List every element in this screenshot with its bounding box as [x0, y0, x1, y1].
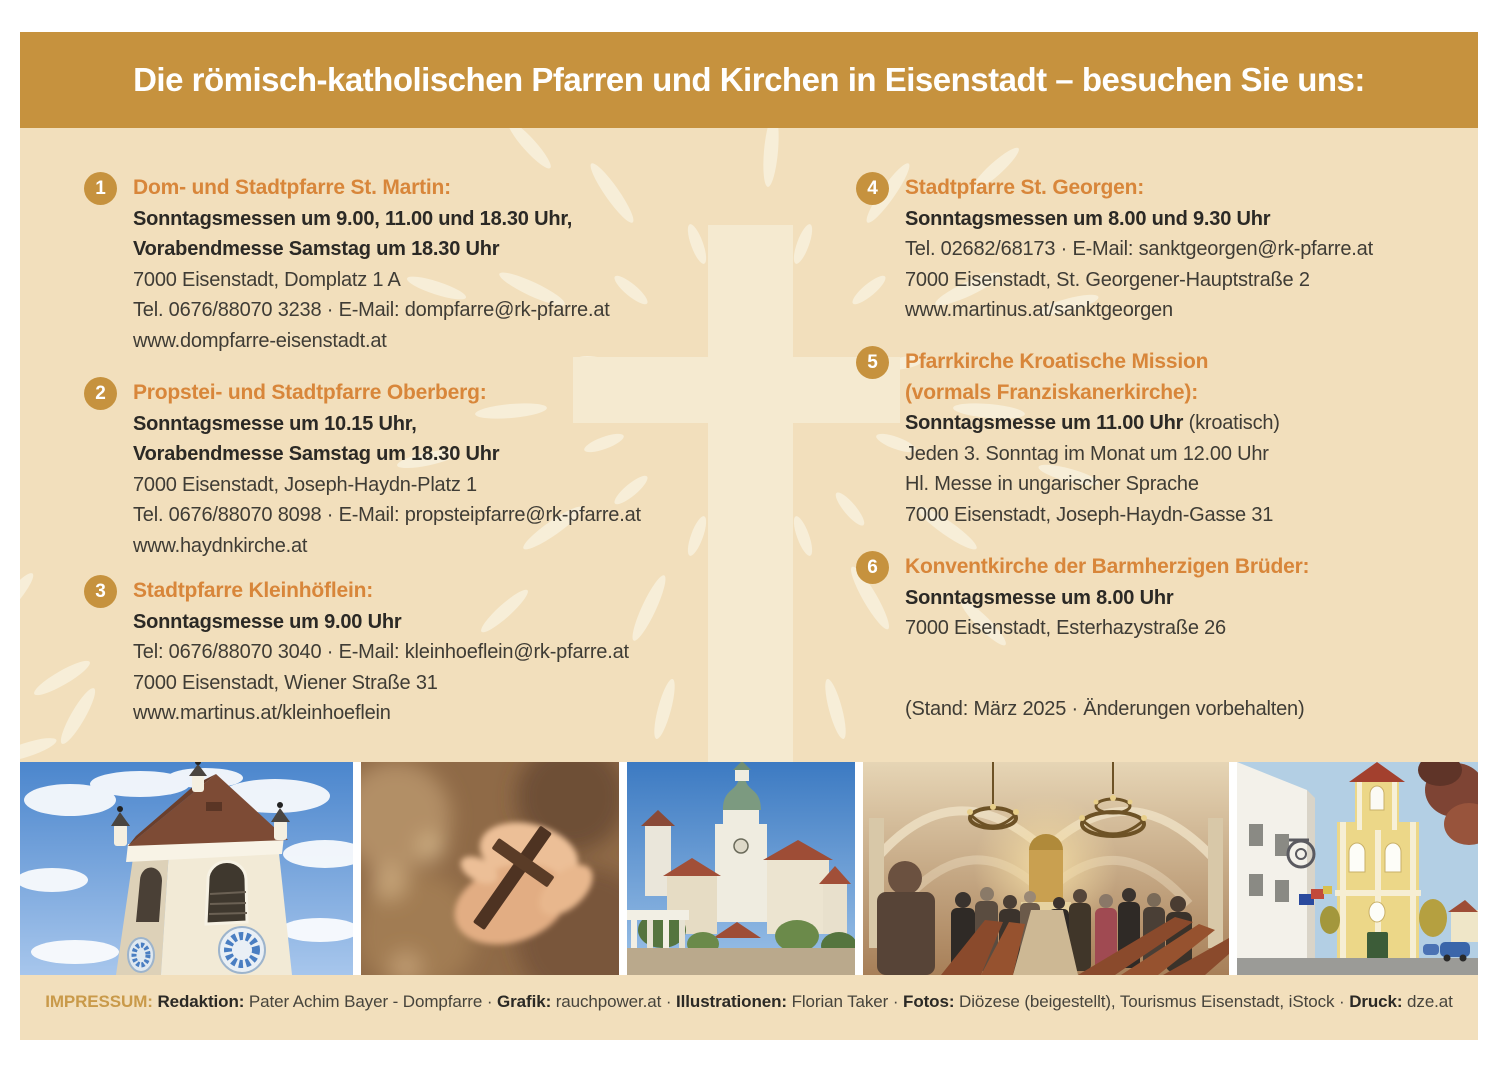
entry-number-badge: 1 — [84, 172, 117, 205]
phone-email-line: Tel. 02682/68173 · E-Mail: sanktgeorgen@rk-pfarre.at — [905, 238, 1373, 260]
parish-title: Stadtpfarre Kleinhöflein: — [133, 579, 374, 602]
address-line: 7000 Eisenstadt, Joseph-Haydn-Gasse 31 — [905, 503, 1274, 526]
church-interior-mass-photo — [863, 762, 1229, 975]
address-line: 7000 Eisenstadt, Joseph-Haydn-Platz 1 — [133, 473, 477, 496]
impressum-role: Illustrationen: — [676, 992, 787, 1011]
street — [1237, 958, 1478, 975]
entry-number-badge: 3 — [84, 575, 117, 608]
ray-petal — [790, 223, 816, 267]
impressum-value: Florian Taker · — [786, 992, 904, 1011]
page-title: Die römisch-katholischen Pfarren und Kirchen in Eisenstadt – besuchen Sie uns: — [133, 61, 1365, 98]
impressum-role: Redaktion: — [152, 992, 245, 1011]
extra-mass-line: Hl. Messe in ungarischer Sprache — [905, 473, 1199, 495]
small-tree — [1320, 906, 1340, 934]
validity-note: (Stand: März 2025 · Änderungen vorbehalten) — [905, 698, 1305, 720]
mass-time-line: Sonntagsmesse um 11.00 Uhr (kroatisch) — [905, 412, 1280, 434]
mass-time-line: Sonntagsmesse um 8.00 Uhr — [905, 586, 1174, 609]
extra-mass-line: Jeden 3. Sonntag im Monat um 12.00 Uhr — [905, 442, 1269, 465]
impressum-value: dze.at — [1402, 992, 1453, 1011]
address-line: 7000 Eisenstadt, Domplatz 1 A — [133, 268, 401, 291]
ray-petal — [20, 569, 38, 627]
croatian-note: (kroatisch) — [1183, 412, 1280, 434]
parish-entry-kroatische-mission — [856, 347, 1476, 530]
entry-number-badge: 2 — [84, 377, 117, 410]
parish-title: Propstei- und Stadtpfarre Oberberg: — [133, 381, 487, 404]
ray-petal — [790, 514, 816, 558]
entry-number-badge: 6 — [856, 551, 889, 584]
impressum-value: Diözese (beigestellt), Tourismus Eisenstadt, iStock · — [954, 992, 1350, 1011]
parish-title: Konventkirche der Barmherzigen Brüder: — [905, 555, 1310, 578]
bergkirche-hill-photo — [627, 762, 855, 975]
phone-email-line: Tel. 0676/88070 8098 · E-Mail: propsteipfarre@rk-pfarre.at — [133, 504, 641, 526]
impressum-role: Fotos: — [903, 992, 955, 1011]
ray-petal — [821, 677, 850, 740]
franciscan-church-square-photo — [1237, 762, 1478, 975]
parish-title: Stadtpfarre St. Georgen: — [905, 176, 1145, 199]
mass-time-line: Sonntagsmessen um 9.00, 11.00 und 18.30 Uhr, — [133, 207, 573, 230]
photo-strip — [20, 762, 1478, 975]
impressum-value: rauchpower.at · — [551, 992, 677, 1011]
parish-title: Pfarrkirche Kroatische Mission — [905, 350, 1209, 373]
ray-petal — [761, 128, 781, 187]
impressum-role: Grafik: — [497, 992, 552, 1011]
green-door — [1367, 932, 1388, 962]
mass-time-line: Sonntagsmesse um 9.00 Uhr — [133, 610, 402, 633]
parish-title: Dom- und Stadtpfarre St. Martin: — [133, 176, 451, 199]
parish-entry-barmherzige-brueder — [856, 552, 1476, 644]
header-band — [20, 32, 1478, 128]
parish-entry-kleinhoeflein — [84, 576, 744, 729]
hands-holding-cross-photo — [361, 762, 619, 975]
church-tower-photo — [20, 762, 353, 975]
parish-entry-oberberg — [84, 378, 744, 561]
website-line: www.dompfarre-eisenstadt.at — [133, 329, 387, 352]
parish-entry-st-martin — [84, 173, 744, 356]
address-line: 7000 Eisenstadt, Wiener Straße 31 — [133, 671, 438, 694]
parish-title-line2: (vormals Franziskanerkirche): — [905, 380, 1198, 404]
website-line: www.haydnkirche.at — [133, 534, 308, 557]
content-area — [20, 128, 1478, 1040]
parish-entry-st-georgen — [856, 173, 1476, 326]
phone-email-line: Tel: 0676/88070 3040 · E-Mail: kleinhoeflein@rk-pfarre.at — [133, 641, 629, 663]
mass-time-line: Sonntagsmesse um 10.15 Uhr, — [133, 412, 417, 435]
address-line: 7000 Eisenstadt, Esterhazystraße 26 — [905, 617, 1226, 639]
entry-number-badge: 5 — [856, 346, 889, 379]
website-line: www.martinus.at/kleinhoeflein — [133, 702, 391, 724]
mass-time-line: Vorabendmesse Samstag um 18.30 Uhr — [133, 238, 500, 260]
impressum-role: Druck: — [1349, 992, 1403, 1011]
mass-time-line: Vorabendmesse Samstag um 18.30 Uhr — [133, 443, 500, 465]
entry-number-badge: 4 — [856, 172, 889, 205]
address-line: 7000 Eisenstadt, St. Georgener-Hauptstraße 2 — [905, 268, 1310, 291]
mass-time-line: Sonntagsmessen um 8.00 und 9.30 Uhr — [905, 207, 1271, 230]
small-tree — [1419, 899, 1447, 937]
impressum-value: Pater Achim Bayer - Dompfarre · — [244, 992, 498, 1011]
phone-email-line: Tel. 0676/88070 3238 · E-Mail: dompfarre@rk-pfarre.at — [133, 299, 610, 321]
ray-petal — [504, 128, 555, 172]
impressum-label: IMPRESSUM: — [45, 992, 153, 1011]
website-line: www.martinus.at/sanktgeorgen — [905, 299, 1173, 321]
impressum — [20, 992, 1478, 1012]
